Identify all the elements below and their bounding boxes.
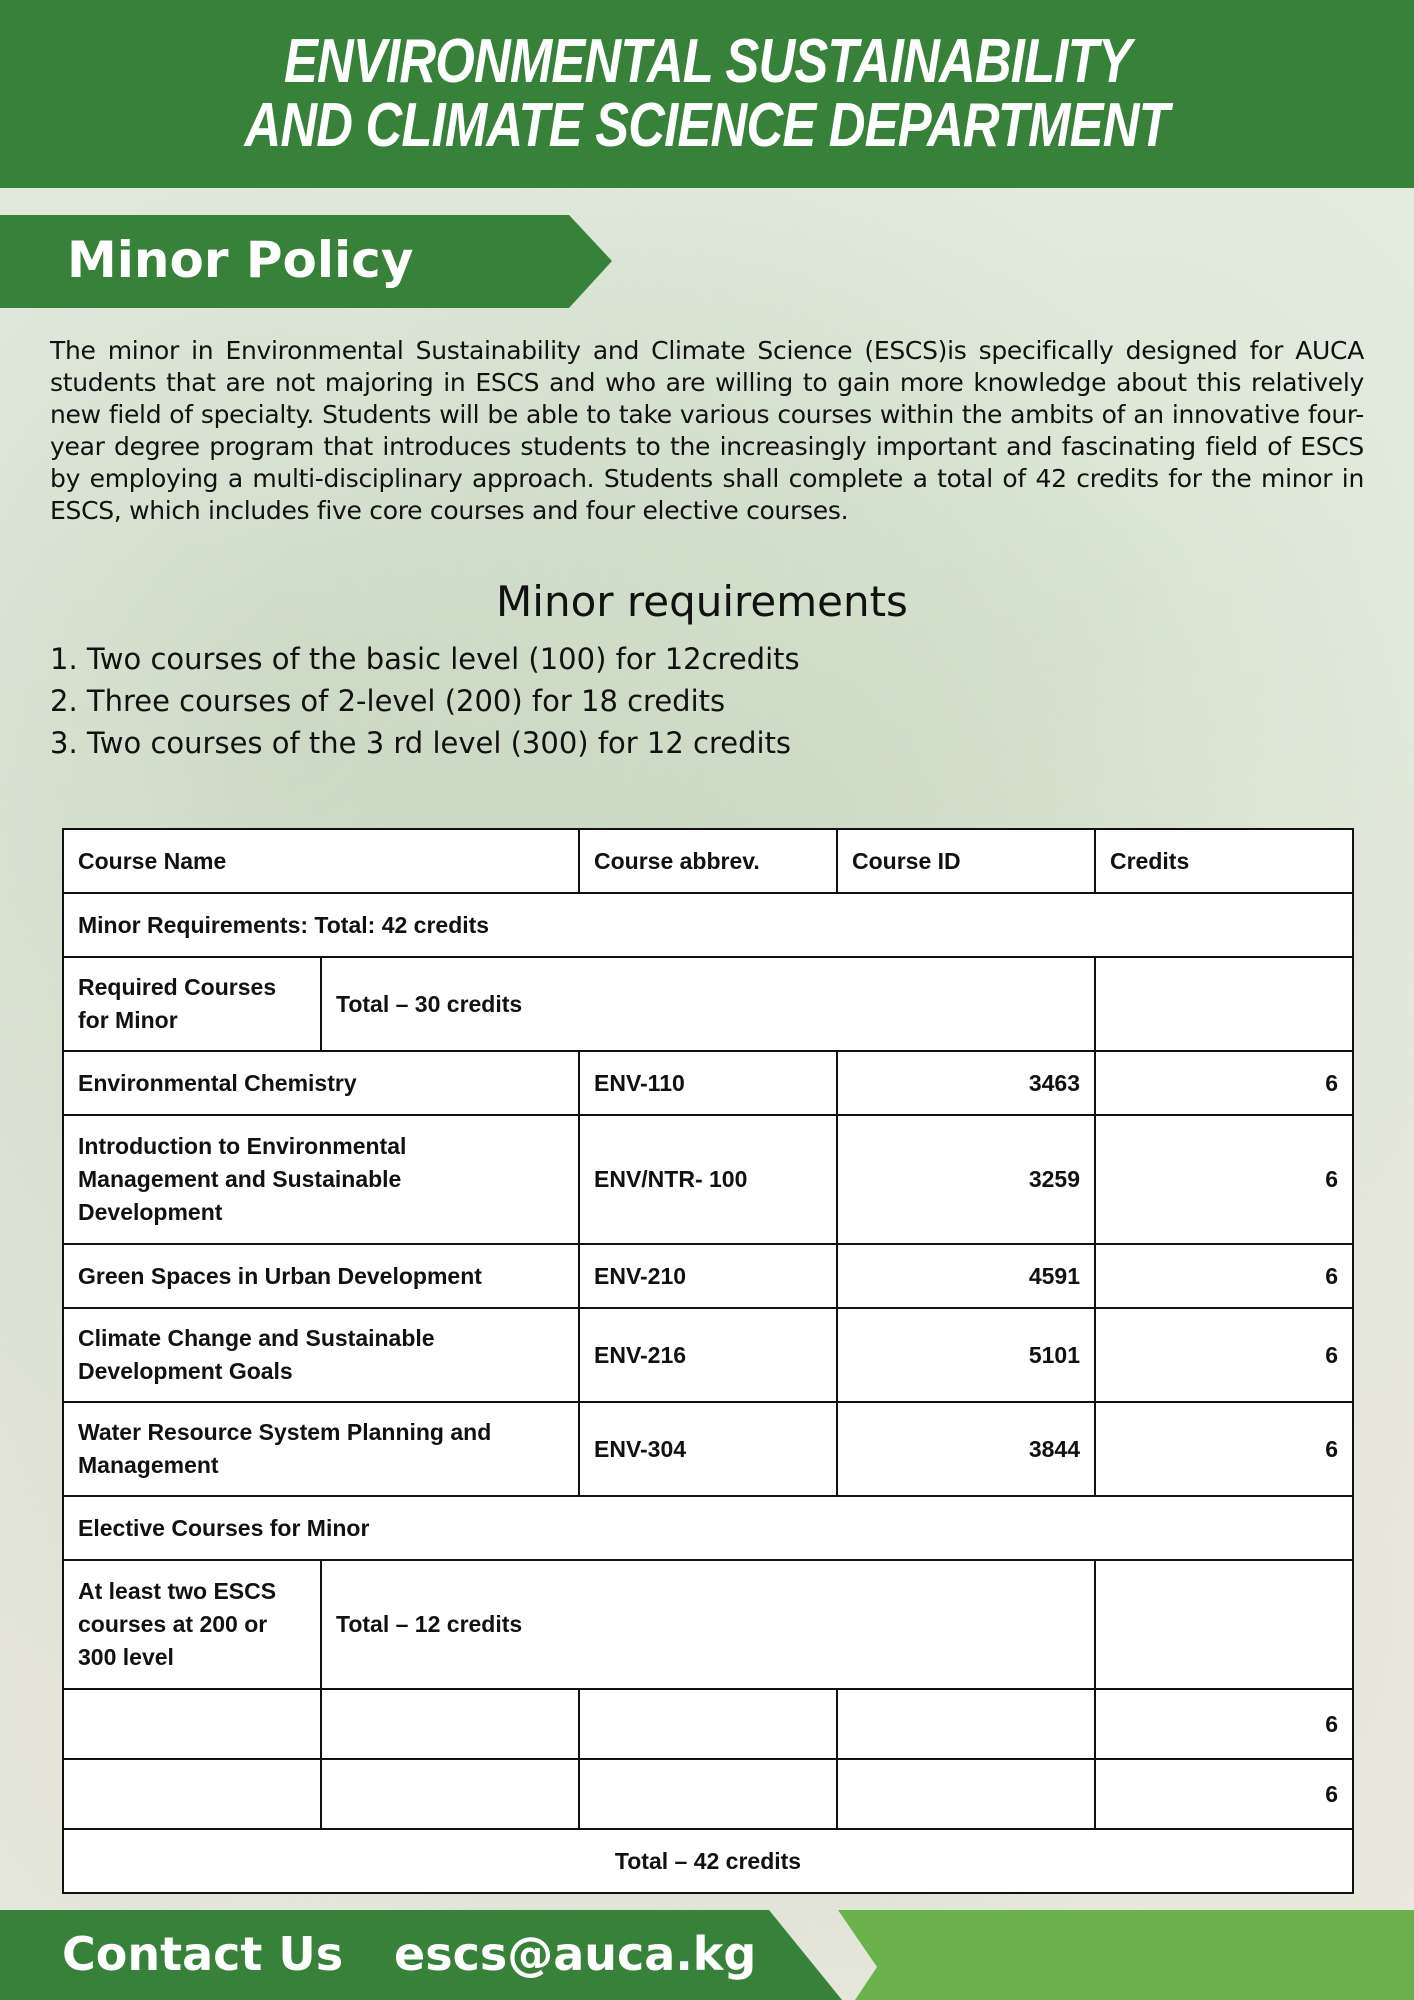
course-name: Introduction to Environmental Management and Sustainable Development (63, 1115, 579, 1244)
minor-total-row (63, 893, 1353, 957)
table-row (63, 1308, 1353, 1402)
course-abbrev: ENV-216 (579, 1308, 837, 1402)
empty-cell (837, 1759, 1095, 1829)
elective-slot-row (63, 1759, 1353, 1829)
elective-header-row (63, 1496, 1353, 1560)
elective-total-cell: Total – 12 credits (321, 1560, 1095, 1689)
grand-total-row (63, 1829, 1353, 1893)
course-id: 3259 (837, 1115, 1095, 1244)
header-credits: Credits (1095, 829, 1353, 893)
table-row (63, 1402, 1353, 1496)
course-abbrev: ENV/NTR- 100 (579, 1115, 837, 1244)
elective-credits: 6 (1095, 1759, 1353, 1829)
minor-policy-title: Minor Policy (67, 231, 414, 289)
courses-table (62, 828, 1354, 1894)
requirements-list (50, 638, 800, 764)
elective-slot-row (63, 1689, 1353, 1759)
course-credits: 6 (1095, 1402, 1353, 1496)
course-name: Environmental Chemistry (63, 1051, 579, 1115)
course-credits: 6 (1095, 1308, 1353, 1402)
course-name: Water Resource System Planning and Management (63, 1402, 579, 1496)
requirements-title: Minor requirements (496, 577, 908, 626)
header-course-name: Course Name (63, 829, 579, 893)
required-credits-cell (1095, 957, 1353, 1051)
elective-credits-cell (1095, 1560, 1353, 1689)
elective-header-cell: Elective Courses for Minor (63, 1496, 1353, 1560)
course-credits: 6 (1095, 1115, 1353, 1244)
empty-cell (63, 1759, 321, 1829)
empty-cell (321, 1759, 579, 1829)
course-id: 3844 (837, 1402, 1095, 1496)
course-credits: 6 (1095, 1051, 1353, 1115)
department-header (0, 0, 1414, 188)
footer-light-band (838, 1910, 1414, 2000)
elective-label-cell: At least two ESCS courses at 200 or 300 level (63, 1560, 321, 1689)
table-row (63, 1244, 1353, 1308)
contact-us-label: Contact Us (62, 1927, 344, 1981)
course-name: Green Spaces in Urban Development (63, 1244, 579, 1308)
course-name: Climate Change and Sustainable Development Goals (63, 1308, 579, 1402)
course-abbrev: ENV-110 (579, 1051, 837, 1115)
header-title-line-1: ENVIRONMENTAL SUSTAINABILITY (283, 27, 1131, 96)
empty-cell (321, 1689, 579, 1759)
empty-cell (837, 1689, 1095, 1759)
header-course-id: Course ID (837, 829, 1095, 893)
course-id: 4591 (837, 1244, 1095, 1308)
minor-total-cell: Minor Requirements: Total: 42 credits (63, 893, 1353, 957)
table-row (63, 1115, 1353, 1244)
required-label-cell: Required Courses for Minor (63, 957, 321, 1051)
required-total-cell: Total – 30 credits (321, 957, 1095, 1051)
course-abbrev: ENV-210 (579, 1244, 837, 1308)
intro-paragraph: The minor in Environmental Sustainability and Climate Science (ESCS)is specifically designed for AUCA students that are not majoring in ESCS and who are willing to gain more knowledge about this relatively new field of specialty. Students will be able to take various courses within the ambits of an innovative four-year degree program that introduces students to the increasingly important and fascinating field of ESCS by employing a multi-disciplinary approach. Students shall complete a total of 42 credits for the minor in ESCS, which includes five core courses and four elective courses. (50, 336, 1364, 525)
required-courses-row (63, 957, 1353, 1051)
course-abbrev: ENV-304 (579, 1402, 837, 1496)
header-course-abbrev: Course abbrev. (579, 829, 837, 893)
header-title-line-2: AND CLIMATE SCIENCE DEPARTMENT (244, 91, 1170, 160)
grand-total-cell: Total – 42 credits (63, 1829, 1353, 1893)
requirement-item: 2. Three courses of 2-level (200) for 18 credits (50, 684, 726, 718)
elective-credits: 6 (1095, 1689, 1353, 1759)
requirement-item: 1. Two courses of the basic level (100) for 12credits (50, 642, 800, 676)
table-row (63, 1051, 1353, 1115)
requirement-item: 3. Two courses of the 3 rd level (300) for 12 credits (50, 726, 792, 760)
empty-cell (579, 1759, 837, 1829)
table-header-row (63, 829, 1353, 893)
elective-courses-row (63, 1560, 1353, 1689)
course-id: 5101 (837, 1308, 1095, 1402)
empty-cell (579, 1689, 837, 1759)
contact-email-link[interactable]: escs@auca.kg (394, 1927, 757, 1981)
empty-cell (63, 1689, 321, 1759)
course-credits: 6 (1095, 1244, 1353, 1308)
course-id: 3463 (837, 1051, 1095, 1115)
